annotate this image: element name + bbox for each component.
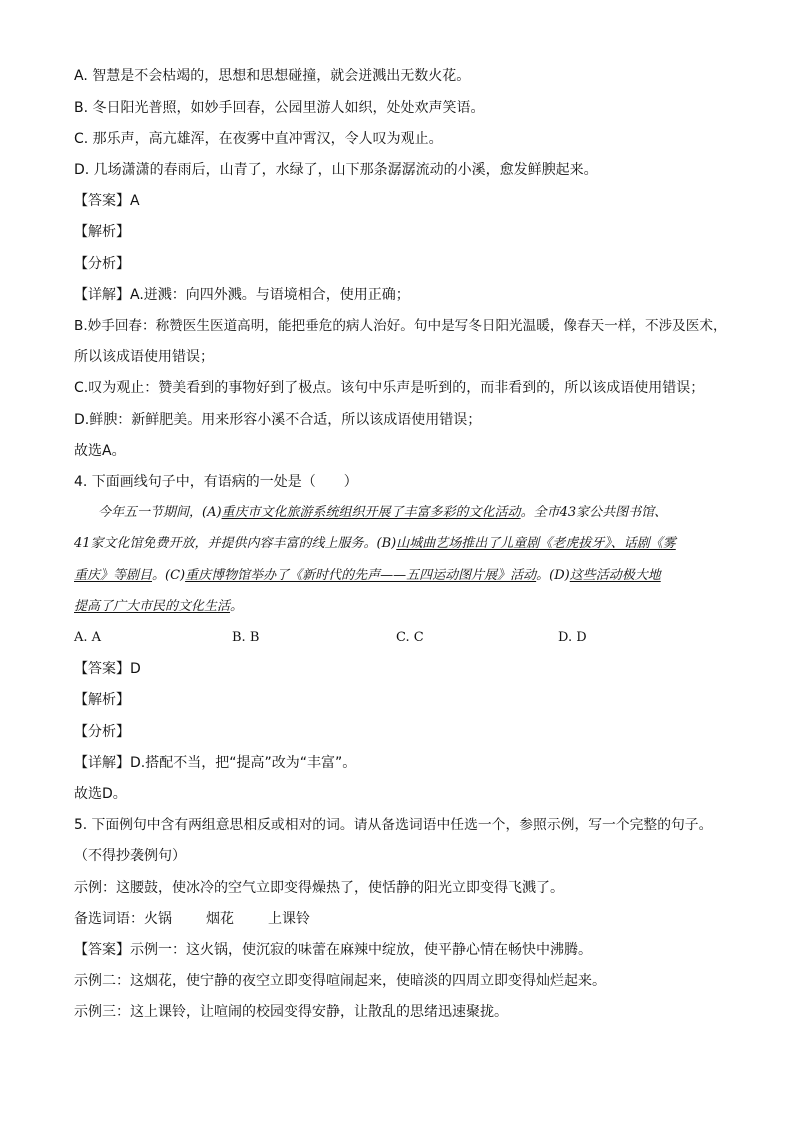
passage-text: 今年五一节期间，(A) — [98, 505, 222, 520]
passage-text: 。(D) — [536, 568, 570, 583]
q5-note: （不得抄袭例句） — [74, 848, 186, 864]
candidates-label: 备选词语： — [74, 911, 144, 927]
q3-detail-line-3: 所以该成语使用错误； — [74, 349, 214, 365]
q5-answer-1: 【答案】示例一：这火锅，使沉寂的味蕾在麻辣中绽放，使平静心情在畅快中沸腾。 — [74, 942, 592, 958]
q3-fenxi-label: 【分析】 — [74, 256, 130, 272]
q3-conclusion: 故选A。 — [74, 443, 126, 459]
q4-option-b: B. B — [232, 630, 260, 645]
underlined-sentence-c: 重庆博物馆举办了《新时代的先声——五四运动图片展》活动 — [185, 568, 537, 583]
q4-detail: 【详解】D.搭配不当，把“提高”改为“丰富”。 — [74, 755, 357, 771]
underlined-sentence-d-cont: 提高了广大市民的文化生活 — [74, 599, 231, 614]
q3-option-b: B. 冬日阳光普照，如妙手回春，公园里游人如织，处处欢声笑语。 — [74, 100, 485, 116]
candidate-word: 烟花 — [206, 911, 234, 927]
candidate-word: 上课铃 — [268, 911, 310, 927]
q4-fenxi-label: 【分析】 — [74, 724, 130, 740]
q4-passage-line-4 — [74, 597, 754, 617]
q4-passage-line-2 — [74, 534, 754, 554]
q3-detail-line-1: 【详解】A.迸溅：向四外溅。与语境相合，使用正确； — [74, 287, 410, 303]
underlined-sentence-b-cont: 重庆》等剧目 — [74, 568, 153, 583]
q4-option-a: A. A — [74, 630, 102, 645]
passage-text: 41家文化馆免费开放，并提供内容丰富的线上服务。(B) — [74, 536, 397, 551]
q5-answer-2: 示例二：这烟花，使宁静的夜空立即变得喧闹起来，使暗淡的四周立即变得灿烂起来。 — [74, 973, 606, 989]
underlined-sentence-d: 这些活动极大地 — [569, 568, 661, 583]
underlined-sentence-b: 山城曲艺场推出了儿童剧《老虎拔牙》、话剧《雾 — [396, 536, 676, 551]
q4-option-d: D. D — [558, 630, 587, 645]
q3-option-d: D. 几场潇潇的春雨后，山青了，水绿了，山下那条潺潺流动的小溪，愈发鲜腴起来。 — [74, 162, 598, 178]
q3-detail-line-2: B.妙手回春：称赞医生医道高明，能把垂危的病人治好。句中是写冬日阳光温暖，像春天一样，不涉及医术， — [74, 318, 727, 334]
underlined-sentence-a: 重庆市文化旅游系统组织开展了丰富多彩的文化活动 — [221, 505, 521, 520]
q4-jiexi-label: 【解析】 — [74, 692, 130, 708]
q4-answer: 【答案】D — [74, 661, 141, 677]
q4-question: 4. 下面画线句子中，有语病的一处是（ ） — [74, 474, 358, 490]
q3-detail-line-4: C.叹为观止：赞美看到的事物好到了极点。该句中乐声是听到的，而非看到的，所以该成语使用错误； — [74, 380, 705, 396]
q3-option-a: A. 智慧是不会枯竭的，思想和思想碰撞，就会迸溅出无数火花。 — [74, 68, 471, 84]
passage-text: 。 — [230, 599, 244, 614]
q5-candidates — [74, 909, 754, 929]
q4-conclusion: 故选D。 — [74, 786, 127, 802]
q5-example: 示例：这腰鼓，使冰冷的空气立即变得燥热了，使恬静的阳光立即变得飞溅了。 — [74, 880, 564, 896]
passage-text: 。(C) — [152, 568, 186, 583]
q4-passage-line-3 — [74, 566, 754, 586]
q5-question: 5. 下面例句中含有两组意思相反或相对的词。请从备选词语中任选一个，参照示例，写一个完整的句子。 — [74, 817, 713, 833]
q4-passage-line-1 — [98, 503, 754, 523]
q5-answer-3: 示例三：这上课铃，让喧闹的校园变得安静，让散乱的思绪迅速聚拢。 — [74, 1004, 508, 1020]
candidate-word: 火锅 — [144, 911, 172, 927]
q3-detail-line-5: D.鲜腴：新鲜肥美。用来形容小溪不合适，所以该成语使用错误； — [74, 412, 482, 428]
passage-text: 。全市43家公共图书馆、 — [520, 505, 668, 520]
q3-answer: 【答案】A — [74, 193, 140, 209]
q3-option-c: C. 那乐声，高亢雄浑，在夜雾中直冲霄汉，令人叹为观止。 — [74, 131, 443, 147]
q3-jiexi-label: 【解析】 — [74, 224, 130, 240]
q4-option-c: C. C — [396, 630, 424, 645]
